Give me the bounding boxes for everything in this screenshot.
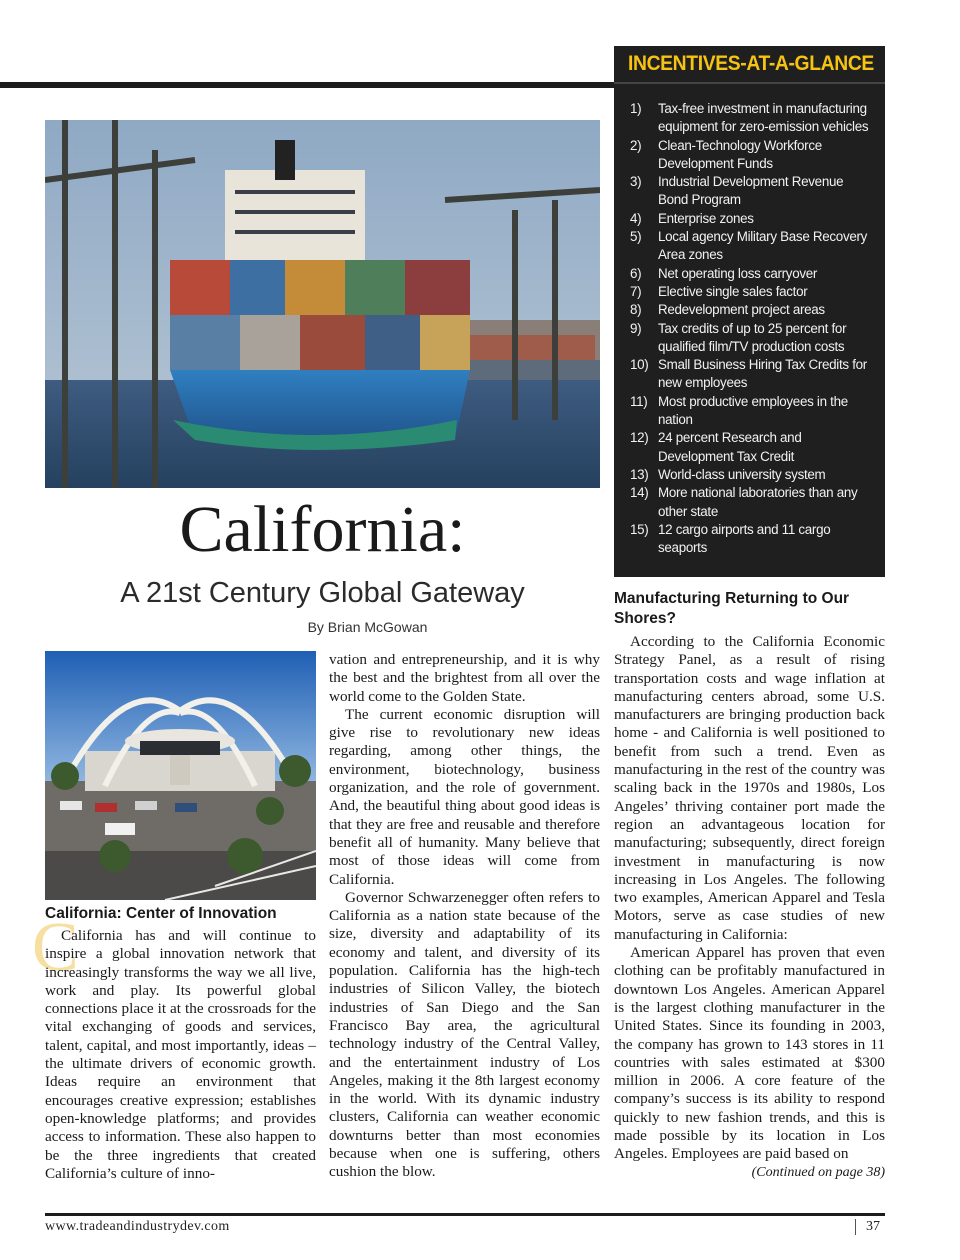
incentive-text: World-class university system: [658, 466, 826, 482]
incentive-text: 24 percent Research and Development Tax Credit: [658, 430, 802, 464]
incentive-item: [614, 466, 885, 484]
container-ship-photo: [45, 120, 600, 488]
incentives-sidebar: [614, 46, 885, 577]
page-number: 37: [855, 1219, 885, 1235]
incentive-number: 8): [630, 302, 642, 318]
article-subtitle: A 21st Century Global Gateway: [120, 577, 525, 609]
incentive-number: 14): [630, 485, 649, 501]
drop-cap: C: [32, 909, 79, 986]
incentive-number: 11): [630, 393, 648, 409]
incentive-item: [614, 173, 885, 210]
article-column-2: [329, 651, 600, 1182]
article-column-1: [45, 927, 316, 1183]
incentive-number: 13): [630, 466, 649, 482]
incentive-text: Industrial Development Revenue Bond Program: [658, 174, 844, 208]
incentive-item: [614, 137, 885, 174]
incentive-item: [614, 301, 885, 319]
incentive-text: Tax credits of up to 25 percent for qualified film/TV production costs: [658, 320, 847, 354]
continued-note: (Continued on page 38): [751, 1164, 885, 1180]
incentive-item: [614, 283, 885, 301]
incentive-text: 12 cargo airports and 11 cargo seaports: [658, 521, 831, 556]
incentive-text: Small Business Hiring Tax Credits for new employees: [658, 357, 867, 391]
paragraph-text: American Apparel has proven that even clothing can be profitably manufactured in downtown Los Angeles. American Apparel is the largest clothing manufacturer in the United States. Since its founding in 2003, the company has grown to 143 stores in 11 countries with sales estimated at $300 million in 2006. A core feature of the company’s success is its ability to respond quickly to new fashion trends, and this is made possible by its location in Los Angeles. Employees are paid based on: [614, 944, 885, 1163]
incentive-number: 15): [630, 521, 649, 537]
incentive-item: [614, 228, 885, 265]
lax-theme-building-photo: [45, 651, 316, 900]
incentive-item: [614, 356, 885, 393]
incentive-number: 3): [630, 174, 642, 190]
section-heading-innovation: California: Center of Innovation: [45, 905, 277, 922]
incentive-number: 5): [630, 229, 642, 245]
incentive-number: 7): [630, 283, 642, 299]
incentive-number: 2): [630, 137, 642, 153]
incentive-text: Clean-Technology Workforce Development Funds: [658, 137, 822, 171]
incentive-number: 12): [630, 430, 649, 446]
incentive-text: More national laboratories than any other state: [658, 485, 858, 519]
incentive-text: Elective single sales factor: [658, 283, 808, 299]
byline: By Brian McGowan: [307, 619, 428, 635]
paragraph: vation and entrepreneurship, and it is why the best and the brightest from all over the world come to the Golden State.: [329, 651, 600, 705]
paragraph: [614, 944, 885, 1180]
incentives-list: [614, 100, 885, 557]
incentive-text: Most productive employees in the nation: [658, 393, 848, 428]
incentive-item: [614, 484, 885, 521]
article-column-3: [614, 633, 885, 1182]
bottom-rule: [45, 1213, 885, 1216]
incentive-text: Enterprise zones: [658, 210, 754, 226]
incentive-item: [614, 265, 885, 283]
article-title: California:: [179, 493, 466, 566]
paragraph: California has and will continue to inspire a global innovation network that increasingly transforms the way we all live, work and play. Its powerful global connections place it at the crossroads for the vital exchanging of goods and services, talent, capital, and most importantly, ideas – the ultimate drivers of economic growth. Ideas require an environment that encourages creative expression; establishes open-knowledge platforms; and provides access to information. These also happen to be the three ingredients that created California’s culture of inno-: [45, 927, 316, 1182]
incentive-number: 1): [630, 101, 642, 116]
incentive-item: [614, 320, 885, 357]
sidebar-header: [614, 46, 885, 84]
incentive-number: 10): [630, 357, 649, 373]
incentive-text: Tax-free investment in manufacturing equipment for zero-emission vehicles: [658, 101, 869, 135]
section-heading-manufacturing: Manufacturing Returning to Our Shores?: [614, 590, 850, 627]
incentive-item: [614, 521, 885, 558]
incentive-item: [614, 429, 885, 466]
paragraph: According to the California Economic Strategy Panel, as a result of rising transportation costs and wage inflation at manufacturing centers abroad, some U.S. manufacturers are bringing production back home - and California is well positioned to benefit from such a trend. Even as manufacturing in the rest of the country was scaling back in the 1970s and 1980s, Los Angeles’ thriving container port made the region an advantageous location for manufacturing; subsequently, direct foreign investment in manufacturing is now increasing in Los Angeles. The following two examples, American Apparel and Tesla Motors, serve as case studies of new manufacturing in California:: [614, 633, 885, 943]
incentive-text: Net operating loss carryover: [658, 265, 818, 281]
incentive-number: 4): [630, 210, 642, 226]
top-rule: [0, 82, 614, 88]
incentive-item: [614, 393, 885, 430]
incentive-item: [614, 100, 885, 137]
incentive-text: Local agency Military Base Recovery Area zones: [658, 229, 868, 263]
incentive-number: 9): [630, 320, 642, 336]
sidebar-title: INCENTIVES-AT-A-GLANCE: [628, 52, 874, 75]
paragraph: The current economic disruption will give rise to revolutionary new ideas regarding, among other things, the environment, biotechnology, business organization, and the role of government. And, the beautiful thing about good ideas is that they are free and reusable and therefore benefit all of humanity. Many believe that most of those ideas will come from California.: [329, 705, 600, 888]
incentive-text: Redevelopment project areas: [658, 302, 825, 318]
footer-url: www.tradeandindustrydev.com: [45, 1219, 230, 1234]
incentive-number: 6): [630, 265, 642, 281]
paragraph: Governor Schwarzenegger often refers to California as a nation state because of the size, diversity and adaptability of its economy and talent, and diversity of its population. California has the high-tech industries of Silicon Valley, the biotech industries of San Diego and the San Francisco Bay area, the agricultural technology industry of the Central Valley, and the entertainment industry of Los Angeles, making it the 8th largest economy in the world. With its dynamic industry clusters, California can weather economic downturns better than most economies because when one is suffering, others cushion the blow.: [329, 888, 600, 1181]
incentive-item: [614, 210, 885, 228]
